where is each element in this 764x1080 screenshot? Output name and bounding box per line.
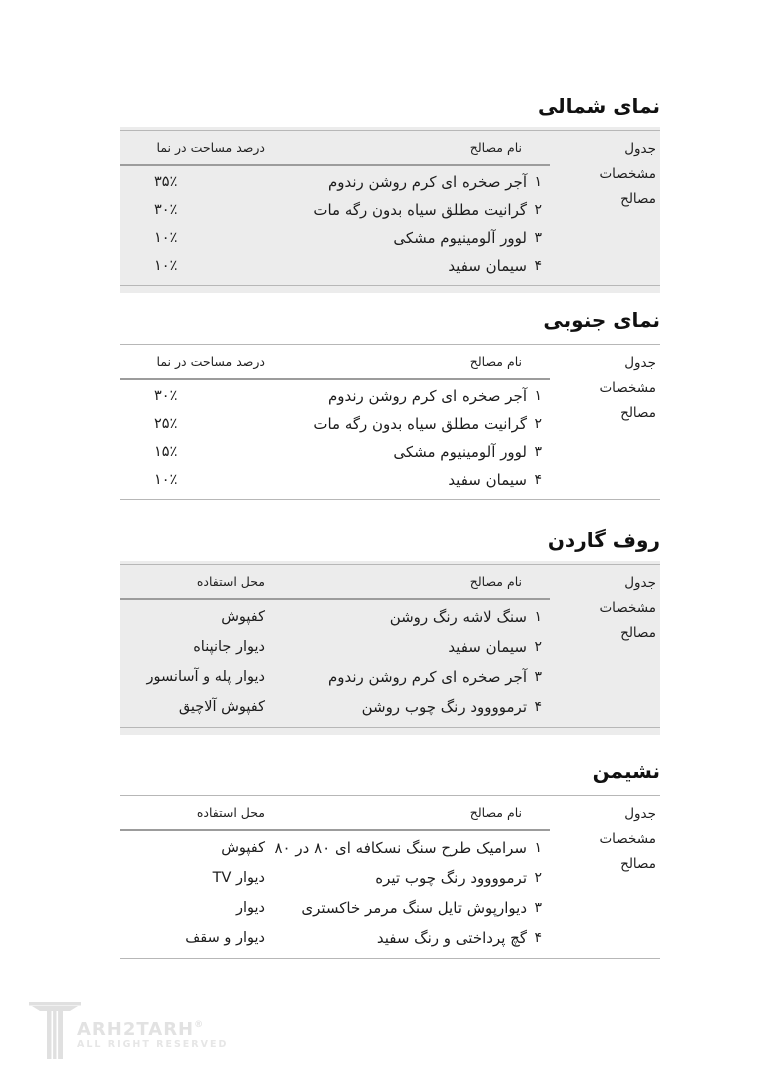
materials-table-north-facade bbox=[120, 127, 660, 293]
area-percent: ۱۵٪ bbox=[154, 444, 178, 460]
row-header-line: مشخصات bbox=[599, 600, 656, 616]
row-header-line: مشخصات bbox=[599, 166, 656, 182]
row-number: ۲ bbox=[534, 416, 542, 432]
row-header-line: مصالح bbox=[620, 625, 656, 641]
material-name: ترموووود رنگ چوب روشن bbox=[361, 698, 527, 716]
area-percent: ۱۰٪ bbox=[154, 472, 178, 488]
section-title-north-facade: نمای شمالی bbox=[537, 94, 660, 118]
table-row bbox=[120, 466, 550, 494]
table-bottom-rule bbox=[120, 958, 660, 959]
area-percent: ۲۵٪ bbox=[154, 416, 178, 432]
usage-location: کفپوش bbox=[221, 609, 265, 625]
material-name: گرانیت مطلق سیاه بدون رگه مات bbox=[313, 415, 527, 433]
material-name: آجر صخره ای کرم روشن رندوم bbox=[327, 668, 527, 686]
table-header-row bbox=[120, 131, 550, 166]
table-row bbox=[120, 168, 550, 196]
row-header-line: جدول bbox=[624, 141, 656, 157]
table-row-header bbox=[550, 565, 660, 727]
row-number: ۴ bbox=[534, 258, 542, 274]
row-header-line: جدول bbox=[624, 355, 656, 371]
page-content bbox=[120, 0, 660, 966]
column-header-usage-location: محل استفاده bbox=[196, 805, 265, 820]
table-row bbox=[120, 224, 550, 252]
area-percent: ۳۰٪ bbox=[154, 388, 178, 404]
usage-location: دیوار bbox=[235, 900, 265, 916]
material-name: سیمان سفید bbox=[448, 638, 527, 656]
table-header-row bbox=[120, 796, 550, 831]
material-name: سیمان سفید bbox=[448, 471, 527, 489]
area-percent: ۳۰٪ bbox=[154, 202, 178, 218]
table-header-row bbox=[120, 345, 550, 380]
row-header-line: مصالح bbox=[620, 856, 656, 872]
row-number: ۴ bbox=[534, 699, 542, 715]
column-header-area-percent: درصد مساحت در نما bbox=[156, 354, 265, 369]
area-percent: ۱۰٪ bbox=[154, 258, 178, 274]
usage-location: کفپوش آلاچیق bbox=[178, 699, 265, 715]
section-title-south-facade: نمای جنوبی bbox=[543, 308, 660, 332]
row-number: ۳ bbox=[534, 444, 542, 460]
row-header-line: مشخصات bbox=[599, 380, 656, 396]
table-row bbox=[120, 662, 550, 692]
row-header-line: مشخصات bbox=[599, 831, 656, 847]
material-name: ترموووود رنگ چوب تیره bbox=[375, 869, 527, 887]
table-row bbox=[120, 252, 550, 280]
column-pillar-icon bbox=[28, 999, 82, 1061]
materials-table-living-room bbox=[120, 792, 660, 966]
usage-location: دیوار TV bbox=[212, 870, 265, 886]
material-name: آجر صخره ای کرم روشن رندوم bbox=[327, 387, 527, 405]
table-row bbox=[120, 632, 550, 662]
row-number: ۳ bbox=[534, 669, 542, 685]
material-name: سنگ لاشه رنگ روشن bbox=[389, 608, 527, 626]
table-row bbox=[120, 196, 550, 224]
table-row bbox=[120, 893, 550, 923]
column-header-area-percent: درصد مساحت در نما bbox=[156, 140, 265, 155]
material-name: سیمان سفید bbox=[448, 257, 527, 275]
row-header-line: مصالح bbox=[620, 405, 656, 421]
section-title-roof-garden: روف گاردن bbox=[547, 528, 660, 552]
column-header-material-name: نام مصالح bbox=[469, 354, 522, 369]
watermark-brand-text: ARH2TARH® bbox=[77, 1019, 204, 1040]
table-row bbox=[120, 382, 550, 410]
material-name: سرامیک طرح سنگ نسکافه ای ۸۰ در ۸۰ bbox=[274, 839, 527, 857]
section-title-living-room: نشیمن bbox=[592, 759, 660, 783]
row-header-line: جدول bbox=[624, 575, 656, 591]
row-number: ۲ bbox=[534, 639, 542, 655]
table-row-header bbox=[550, 796, 660, 958]
row-number: ۳ bbox=[534, 900, 542, 916]
usage-location: کفپوش bbox=[221, 840, 265, 856]
row-number: ۱ bbox=[534, 388, 542, 404]
usage-location: دیوار پله و آسانسور bbox=[146, 669, 265, 685]
table-row bbox=[120, 602, 550, 632]
area-percent: ۳۵٪ bbox=[154, 174, 178, 190]
usage-location: دیوار جانپناه bbox=[193, 639, 265, 655]
watermark-tagline: ALL RIGHT RESERVED bbox=[77, 1039, 229, 1050]
table-row-header bbox=[550, 345, 660, 499]
material-name: گچ پرداختی و رنگ سفید bbox=[376, 929, 527, 947]
tarh2tarh-logo bbox=[28, 999, 228, 1061]
table-row bbox=[120, 438, 550, 466]
area-percent: ۱۰٪ bbox=[154, 230, 178, 246]
table-row-header bbox=[550, 131, 660, 285]
material-name: لوور آلومینیوم مشکی bbox=[393, 229, 527, 247]
table-row bbox=[120, 692, 550, 722]
registered-mark: ® bbox=[194, 1020, 204, 1030]
table-bottom-rule bbox=[120, 499, 660, 500]
row-number: ۲ bbox=[534, 870, 542, 886]
column-header-material-name: نام مصالح bbox=[469, 574, 522, 589]
row-number: ۱ bbox=[534, 174, 542, 190]
table-header-row bbox=[120, 565, 550, 600]
row-number: ۳ bbox=[534, 230, 542, 246]
table-row bbox=[120, 833, 550, 863]
column-header-usage-location: محل استفاده bbox=[196, 574, 265, 589]
table-row bbox=[120, 410, 550, 438]
material-name: دیوارپوش تایل سنگ مرمر خاکستری bbox=[301, 899, 527, 917]
row-number: ۴ bbox=[534, 930, 542, 946]
row-number: ۲ bbox=[534, 202, 542, 218]
table-bottom-rule bbox=[120, 727, 660, 728]
row-number: ۱ bbox=[534, 840, 542, 856]
materials-table-south-facade bbox=[120, 341, 660, 507]
row-number: ۱ bbox=[534, 609, 542, 625]
material-name: لوور آلومینیوم مشکی bbox=[393, 443, 527, 461]
usage-location: دیوار و سقف bbox=[185, 930, 265, 946]
row-header-line: مصالح bbox=[620, 191, 656, 207]
row-header-line: جدول bbox=[624, 806, 656, 822]
material-name: گرانیت مطلق سیاه بدون رگه مات bbox=[313, 201, 527, 219]
column-header-material-name: نام مصالح bbox=[469, 805, 522, 820]
row-number: ۴ bbox=[534, 472, 542, 488]
materials-table-roof-garden bbox=[120, 561, 660, 735]
column-header-material-name: نام مصالح bbox=[469, 140, 522, 155]
material-name: آجر صخره ای کرم روشن رندوم bbox=[327, 173, 527, 191]
table-row bbox=[120, 923, 550, 953]
table-bottom-rule bbox=[120, 285, 660, 286]
table-row bbox=[120, 863, 550, 893]
